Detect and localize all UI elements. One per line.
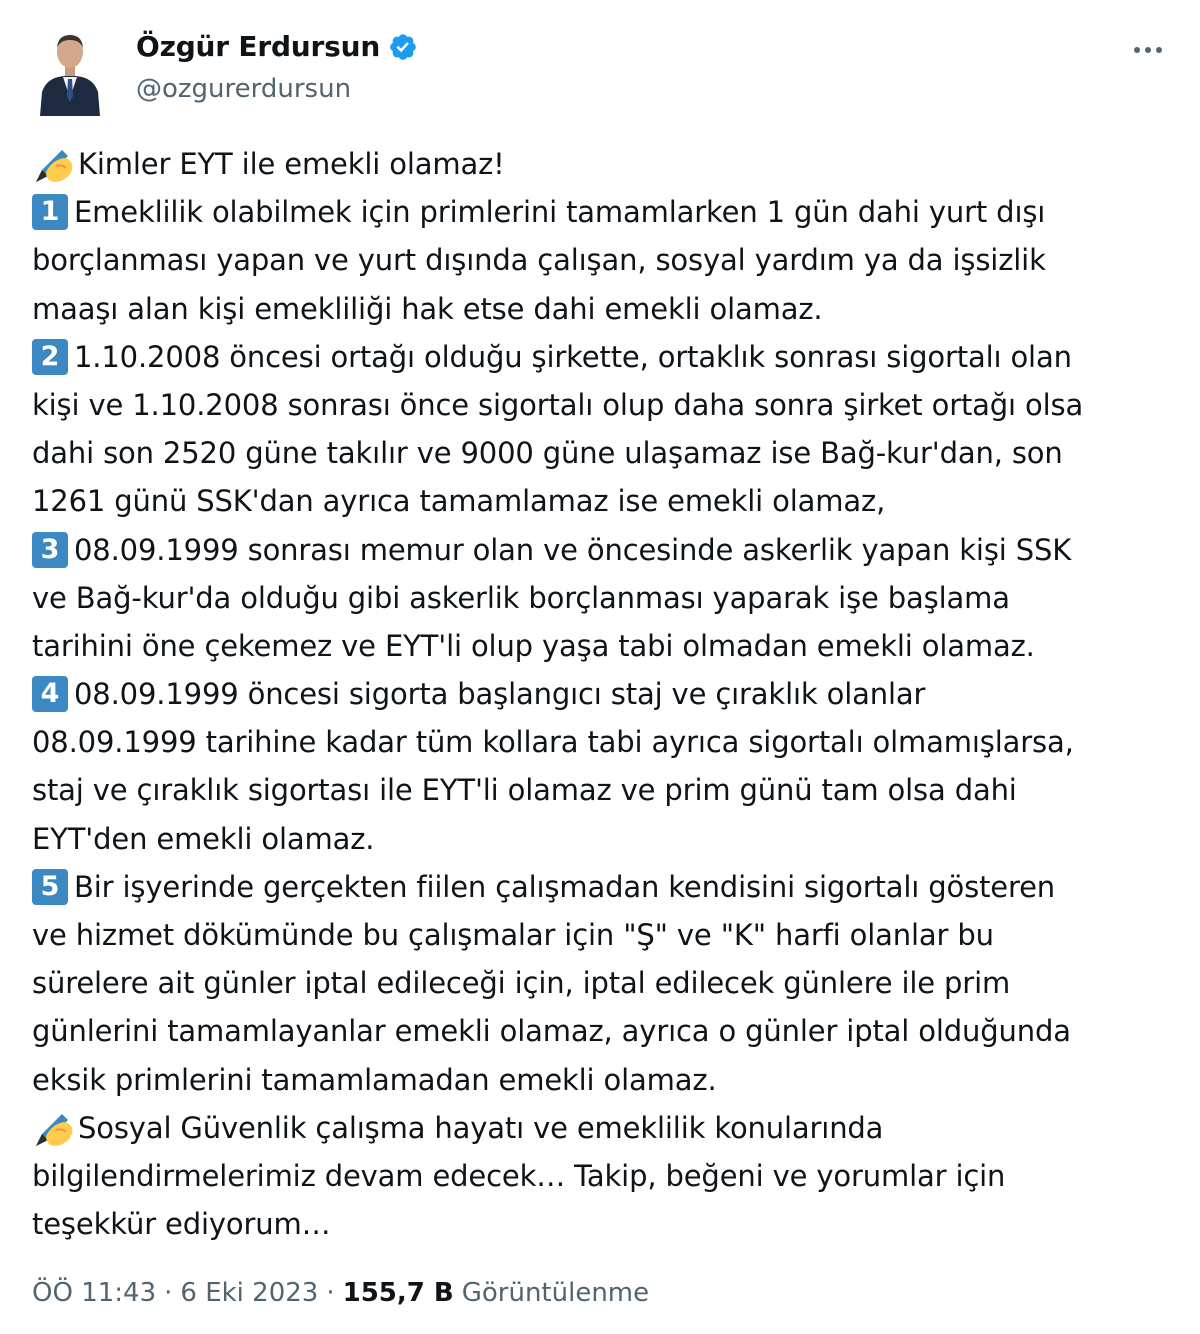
tweet-time[interactable]: ÖÖ 11:43: [32, 1278, 157, 1308]
item-text: 08.09.1999 öncesi sigorta başlangıcı staj ve çıraklık olanlar: [74, 677, 926, 712]
author-name[interactable]: Özgür Erdursun: [136, 30, 381, 63]
list-item-3: [32, 526, 1172, 574]
item-line: kişi ve 1.10.2008 sonrası önce sigortalı olup daha sonra şirket ortağı olsa: [32, 387, 1084, 422]
item-text: Emeklilik olabilmek için primlerini tamamlarken 1 gün dahi yurt dışı: [74, 195, 1046, 230]
item-text: 08.09.1999 sonrası memur olan ve öncesinde askerlik yapan kişi SSK: [74, 532, 1072, 567]
number-badge-1: 1: [32, 194, 68, 230]
outro-line: [32, 1104, 1172, 1152]
avatar[interactable]: [36, 26, 104, 116]
intro-line: [32, 140, 1172, 188]
more-options-icon[interactable]: [1128, 36, 1168, 64]
number-badge-2: 2: [32, 339, 68, 375]
meta-separator: ·: [164, 1278, 173, 1308]
item-line: staj ve çıraklık sigortası ile EYT'li olamaz ve prim günü tam olsa dahi: [32, 773, 1017, 808]
outro-text: Sosyal Güvenlik çalışma hayatı ve emeklilik konularında: [78, 1110, 884, 1145]
tweet-meta: [32, 1278, 649, 1308]
number-badge-3: 3: [32, 532, 68, 568]
outro-line: bilgilendirmelerimiz devam edecek… Takip, beğeni ve yorumlar için: [32, 1158, 1006, 1193]
writing-hand-icon: [32, 142, 76, 186]
item-line: borçlanması yapan ve yurt dışında çalışan, sosyal yardım ya da işsizlik: [32, 243, 1046, 278]
number-badge-5: 5: [32, 869, 68, 905]
item-line: 1261 günü SSK'dan ayrıca tamamlamaz ise emekli olamaz,: [32, 484, 886, 519]
tweet-date[interactable]: 6 Eki 2023: [180, 1278, 319, 1308]
outro-line: teşekkür ediyorum…: [32, 1207, 331, 1242]
author-handle[interactable]: @ozgurerdursun: [136, 74, 352, 104]
writing-hand-icon: [32, 1106, 76, 1150]
intro-text: Kimler EYT ile emekli olamaz!: [78, 147, 505, 181]
author-name-row: [136, 30, 418, 63]
item-line: eksik primlerini tamamlamadan emekli olamaz.: [32, 1062, 717, 1097]
list-item-1: [32, 188, 1172, 236]
list-item-4: [32, 670, 1172, 718]
item-text: Bir işyerinde gerçekten fiilen çalışmadan kendisini sigortalı gösteren: [74, 869, 1056, 904]
item-line: dahi son 2520 güne takılır ve 9000 güne ulaşamaz ise Bağ-kur'dan, son: [32, 436, 1063, 471]
person-avatar-icon: [36, 26, 104, 116]
tweet-text: [32, 140, 1172, 1248]
item-line: tarihini öne çekemez ve EYT'li olup yaşa tabi olmadan emekli olamaz.: [32, 628, 1035, 663]
item-line: 08.09.1999 tarihine kadar tüm kollara tabi ayrıca sigortalı olmamışlarsa,: [32, 725, 1074, 760]
views-count: 155,7 B: [342, 1278, 454, 1308]
item-line: ve Bağ-kur'da olduğu gibi askerlik borçlanması yaparak işe başlama: [32, 580, 1010, 615]
verified-badge-icon: [388, 32, 418, 62]
list-item-5: [32, 863, 1172, 911]
item-line: sürelere ait günler iptal edileceği için, iptal edilecek günlere ile prim: [32, 966, 1011, 1001]
item-line: ve hizmet dökümünde bu çalışmalar için "Ş" ve "K" harfi olanlar bu: [32, 918, 994, 952]
item-line: günlerini tamamlayanlar emekli olamaz, ayrıca o günler iptal olduğunda: [32, 1014, 1071, 1049]
list-item-2: [32, 333, 1172, 381]
item-line: EYT'den emekli olamaz.: [32, 821, 375, 856]
meta-separator: ·: [326, 1278, 335, 1308]
item-line: maaşı alan kişi emekliliği hak etse dahi emekli olamaz.: [32, 291, 823, 326]
number-badge-4: 4: [32, 676, 68, 712]
item-text: 1.10.2008 öncesi ortağı olduğu şirkette, ortaklık sonrası sigortalı olan: [74, 339, 1072, 374]
views-label: Görüntülenme: [461, 1278, 650, 1308]
